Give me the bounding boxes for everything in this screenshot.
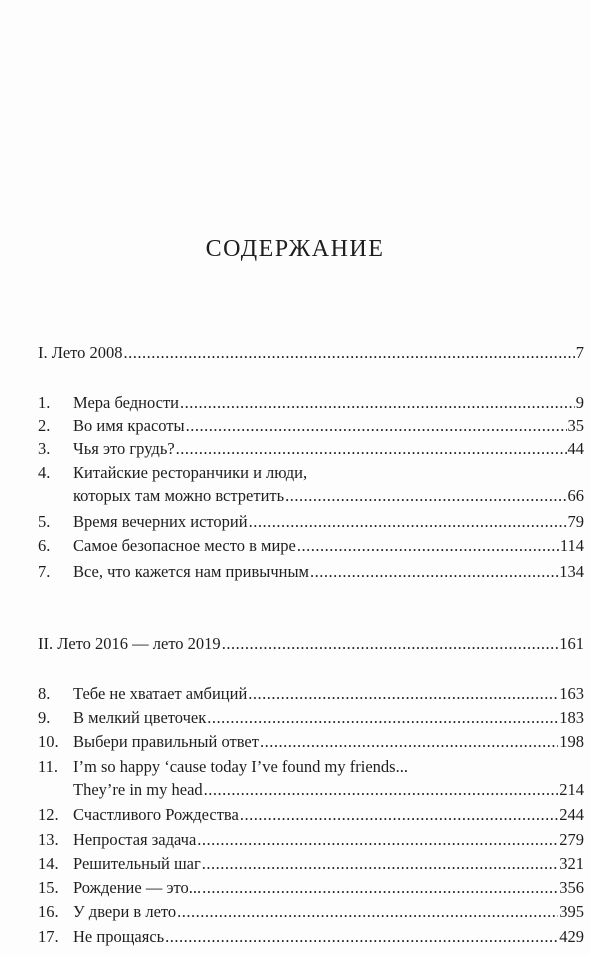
toc-entry-title: Счастливого Рождества bbox=[73, 805, 239, 824]
toc-entry-number: 12. bbox=[38, 805, 59, 824]
dot-leader bbox=[197, 829, 558, 851]
toc-entry-title-line1: I’m so happy ‘cause today I’ve found my friends... bbox=[73, 757, 408, 776]
toc-entry[interactable] bbox=[38, 561, 584, 584]
toc-entry[interactable] bbox=[38, 438, 584, 461]
dot-leader bbox=[249, 511, 567, 533]
toc-entry[interactable] bbox=[38, 804, 584, 827]
dot-leader bbox=[165, 926, 558, 948]
toc-entry[interactable] bbox=[38, 853, 584, 876]
toc-entry-number: 10. bbox=[38, 732, 59, 751]
toc-entry[interactable] bbox=[38, 415, 584, 438]
toc-entry-title: У двери в лето bbox=[73, 902, 177, 921]
toc-page-number: 395 bbox=[559, 902, 584, 921]
toc-page-number: 114 bbox=[559, 536, 584, 555]
dot-leader bbox=[260, 731, 558, 753]
toc-page-number: 66 bbox=[567, 486, 584, 505]
toc-entry-title: Непростая задача bbox=[73, 830, 197, 849]
toc-part-1[interactable] bbox=[38, 342, 584, 365]
toc-part-label: II. Лето 2016 — лето 2019 bbox=[38, 634, 221, 653]
toc-entry-number: 16. bbox=[38, 902, 59, 921]
dot-leader bbox=[297, 535, 559, 557]
toc-entry[interactable] bbox=[38, 535, 584, 558]
dot-leader bbox=[285, 485, 566, 507]
toc-entry-title: Самое безопасное место в мире bbox=[73, 536, 296, 555]
toc-entry-title: Мера бедности bbox=[73, 393, 180, 412]
toc-entry-number: 7. bbox=[38, 562, 51, 581]
toc-entry-number: 13. bbox=[38, 830, 59, 849]
toc-entry-title-line1: Китайские ресторанчики и люди, bbox=[73, 463, 308, 482]
toc-page-number: 79 bbox=[567, 512, 584, 531]
dot-leader bbox=[248, 683, 558, 705]
toc-entry[interactable] bbox=[38, 462, 584, 508]
toc-entry-number: 4. bbox=[38, 463, 51, 482]
toc-entry-title: Не прощаясь bbox=[73, 927, 165, 946]
toc-entry-title: Выбери правильный ответ bbox=[73, 732, 259, 751]
toc-entry-number: 17. bbox=[38, 927, 59, 946]
dot-leader bbox=[176, 438, 567, 460]
toc-page-number: 134 bbox=[559, 562, 584, 581]
toc-entry-number: 9. bbox=[38, 708, 51, 727]
toc-entry[interactable] bbox=[38, 756, 584, 802]
toc-entry[interactable] bbox=[38, 731, 584, 754]
toc-page-number: 244 bbox=[559, 805, 584, 824]
toc-entry[interactable] bbox=[38, 392, 584, 415]
toc-page-number: 279 bbox=[559, 830, 584, 849]
toc-entry[interactable] bbox=[38, 707, 584, 730]
dot-leader bbox=[186, 415, 567, 437]
toc-entry[interactable] bbox=[38, 901, 584, 924]
toc-entry-title: Во имя красоты bbox=[73, 416, 185, 435]
toc-page-number: 429 bbox=[559, 927, 584, 946]
toc-page-number: 321 bbox=[559, 854, 584, 873]
toc-page-number: 161 bbox=[559, 634, 584, 653]
toc-entry[interactable] bbox=[38, 829, 584, 852]
dot-leader bbox=[204, 779, 559, 801]
toc-page-number: 35 bbox=[567, 416, 584, 435]
toc-page-number: 44 bbox=[567, 439, 584, 458]
toc-entry-number: 1. bbox=[38, 393, 51, 412]
toc-entry-title: Все, что кажется нам привычным bbox=[73, 562, 309, 581]
toc-entry-number: 15. bbox=[38, 878, 59, 897]
toc-entry-title: Чья это грудь? bbox=[73, 439, 175, 458]
toc-entry-number: 14. bbox=[38, 854, 59, 873]
toc-entry-title: Тебе не хватает амбиций bbox=[73, 684, 248, 703]
toc-page-number: 198 bbox=[559, 732, 584, 751]
dot-leader bbox=[202, 853, 558, 875]
toc-entry-number: 2. bbox=[38, 416, 51, 435]
toc-entry-number: 11. bbox=[38, 757, 59, 776]
toc-entry[interactable] bbox=[38, 683, 584, 706]
dot-leader bbox=[310, 561, 558, 583]
toc-page-number: 7 bbox=[575, 343, 584, 362]
toc-entry-number: 3. bbox=[38, 439, 51, 458]
toc-page-number: 163 bbox=[559, 684, 584, 703]
toc-page-number: 356 bbox=[559, 878, 584, 897]
dot-leader bbox=[202, 877, 558, 899]
page-title: СОДЕРЖАНИЕ bbox=[205, 236, 385, 262]
toc-page-number: 214 bbox=[559, 780, 584, 799]
toc-part-label: I. Лето 2008 bbox=[38, 343, 123, 362]
toc-entry-title: They’re in my head bbox=[73, 780, 203, 799]
toc-entry[interactable] bbox=[38, 511, 584, 534]
dot-leader bbox=[240, 804, 558, 826]
toc-entry[interactable] bbox=[38, 877, 584, 900]
dot-leader bbox=[177, 901, 558, 923]
toc-entry-title: Время вечерних историй bbox=[73, 512, 248, 531]
dot-leader bbox=[124, 342, 575, 364]
toc-page-number: 9 bbox=[575, 393, 584, 412]
toc-entry-title: Рождение — это... bbox=[73, 878, 202, 897]
dot-leader bbox=[222, 633, 559, 655]
toc-page-number: 183 bbox=[559, 708, 584, 727]
dot-leader bbox=[180, 392, 575, 414]
toc-entry-number: 6. bbox=[38, 536, 51, 555]
dot-leader bbox=[207, 707, 558, 729]
toc-entry[interactable] bbox=[38, 926, 584, 949]
toc-entry-title: Решительный шаг bbox=[73, 854, 201, 873]
toc-part-2[interactable] bbox=[38, 633, 584, 656]
toc-entry-number: 8. bbox=[38, 684, 51, 703]
toc-entry-title: которых там можно встретить bbox=[73, 486, 285, 505]
toc-entry-title: В мелкий цветочек bbox=[73, 708, 207, 727]
toc-entry-number: 5. bbox=[38, 512, 51, 531]
